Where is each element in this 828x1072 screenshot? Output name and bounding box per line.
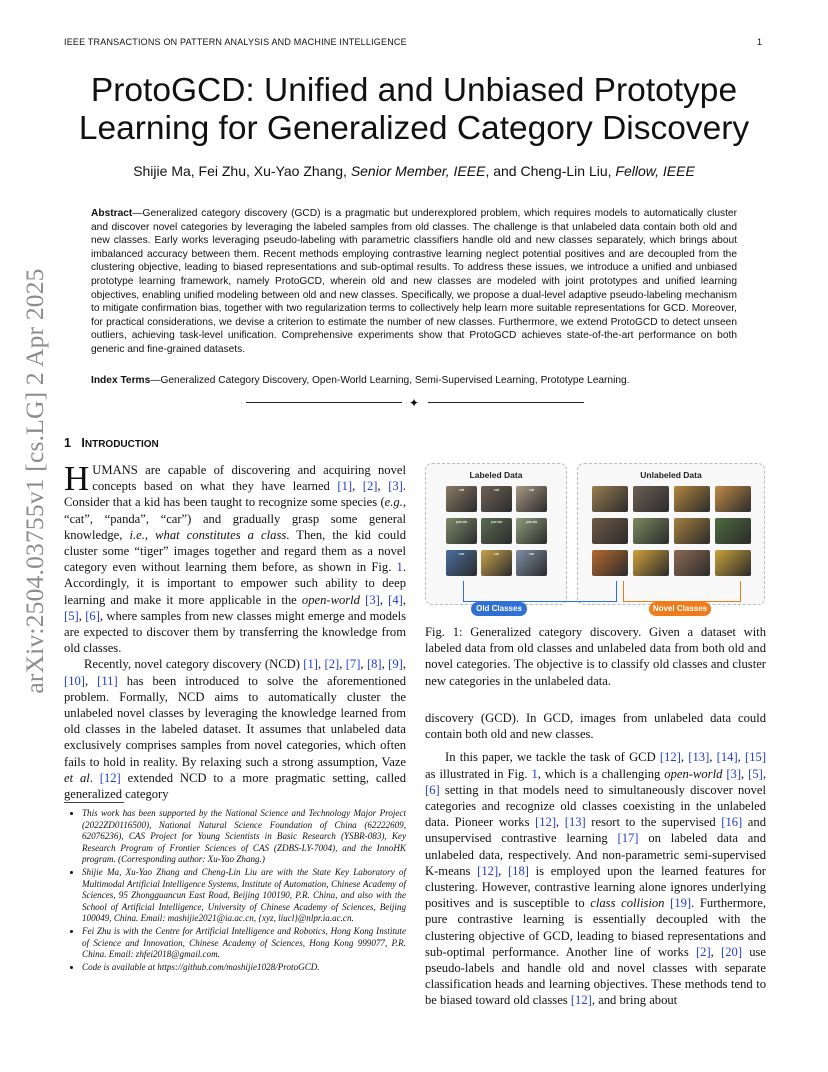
citation-link[interactable]: [17] (617, 831, 639, 846)
text-run: UMANS are capable of discovering and acquiring novel concepts based on what they have learned (92, 463, 406, 494)
labeled-thumbnail (516, 518, 547, 544)
citation-link[interactable]: [2] (362, 479, 378, 494)
figure-link[interactable]: 1 (531, 766, 538, 781)
footnote-item: • Shijie Ma, Xu-Yao Zhang and Cheng-Lin Liu are with the State Key Laboratory of Multimodal Artificial Intelligence Systems, Institute of Automation, Chinese Academy of Sciences, 95 Zhongguancun East Road, Beijing 100190, P.R. China, and also with the School of Artificial Intelligence, University of Chinese Academy of Sciences, Beijing 100049, China. Email: mashijie2021@ia.ac.cn, {xyz, liucl}@nlpr.ia.ac.cn. (82, 867, 406, 925)
page-number: 1 (757, 37, 763, 47)
figure-1 (425, 461, 765, 621)
labeled-thumbnail (481, 518, 512, 544)
unlabeled-thumbnail (592, 518, 628, 544)
thumbnail-label: car (493, 551, 500, 556)
citation-link[interactable]: [6] (85, 608, 100, 623)
separator-ornament-icon: ✦ (409, 396, 420, 410)
citation-link[interactable]: [16] (721, 815, 743, 830)
labeled-thumbnail (446, 486, 477, 512)
citation-link[interactable]: [1] (303, 657, 318, 672)
figure-caption: Fig. 1: Generalized category discovery. Given a dataset with labeled data from old classes and unlabeled data from both old and novel categories. The objective is to classify old classes and cluster new categories in the unlabeled data. (425, 625, 766, 688)
paper-title (60, 72, 768, 148)
text-run: resort to the supervised (585, 815, 722, 830)
labeled-thumbnail (481, 550, 512, 576)
abstract (91, 207, 737, 357)
text-run: as illustrated in Fig. (425, 766, 532, 781)
citation-link[interactable]: [1] (337, 479, 353, 494)
labeled-thumbnail (446, 550, 477, 576)
citation-link[interactable]: [12] (570, 993, 592, 1008)
footnote-rule (64, 802, 124, 803)
citation-link[interactable]: [15] (745, 750, 767, 765)
citation-link[interactable]: [3] (388, 479, 403, 494)
labeled-thumbnail (446, 518, 477, 544)
text-run: , “cat”, “panda”, “car”) and gradually grasp some general knowledge, (64, 495, 406, 542)
citation-link[interactable]: [11] (97, 673, 118, 688)
citation-link[interactable]: [6] (425, 782, 440, 797)
footnote-item: • Code is available at https://github.com/mashijie1028/ProtoGCD. (82, 962, 406, 974)
index-terms-text: —Generalized Category Discovery, Open-World Learning, Semi-Supervised Learning, Prototype Learning. (150, 375, 630, 386)
citation-link[interactable]: [9] (388, 657, 403, 672)
unlabeled-data-title: Unlabeled Data (640, 470, 702, 480)
unlabeled-thumbnail (633, 486, 669, 512)
text-run: . Accordingly, it is important to empower such ability to deep learning and make it more applicable in the (64, 560, 406, 607)
abstract-label: Abstract (91, 208, 133, 219)
text-run: et al (64, 770, 90, 785)
citation-link[interactable]: [10] (64, 673, 85, 688)
text-run: . Consider that a kid has been taught to recognize some species ( (64, 479, 407, 510)
citation-link[interactable]: [2] (695, 944, 711, 959)
journal-header: IEEE TRANSACTIONS ON PATTERN ANALYSIS AND MACHINE INTELLIGENCE (64, 37, 407, 47)
section-separator (246, 396, 584, 410)
text-run: use pseudo-labels and handle old and novel classes with separate classification heads and learning objectives. These methods tend to be biased toward old classes (425, 944, 767, 1008)
drop-cap: H (64, 459, 90, 498)
thumbnail-label: panda (455, 519, 468, 524)
thumbnail-label: panda (525, 519, 538, 524)
thumbnail-label: panda (490, 519, 503, 524)
citation-link[interactable]: [12] (99, 770, 121, 785)
text-run: class collision (590, 896, 665, 911)
footnote-item: • Fei Zhu is with the Centre for Artificial Intelligence and Robotics, Hong Kong Institute of Science and Innovation, Chinese Academy of Sciences, Hong Kong 999077, P.R. China. Email: zhfei2018@gmail.com. (82, 926, 406, 961)
text-run: In this paper, we tackle the task of GCD (445, 750, 660, 765)
citation-link[interactable]: [2] (324, 657, 340, 672)
citation-link[interactable]: [20] (721, 944, 743, 959)
novel-classes-badge: Novel Classes (649, 602, 711, 616)
thumbnail-label: car (528, 551, 535, 556)
separator-line (428, 402, 584, 403)
citation-link[interactable]: [4] (388, 592, 403, 607)
labeled-data-title: Labeled Data (469, 470, 523, 480)
citation-link[interactable]: [13] (688, 750, 710, 765)
text-run: is employed upon the learned features for clustering. However, contrastive learning alone ignores underlying positives and is susceptible to (425, 863, 766, 911)
thumbnail-label: cat (528, 487, 535, 492)
footnotes (64, 808, 406, 974)
text-run: what constitutes a class (155, 527, 287, 542)
unlabeled-thumbnail (715, 518, 751, 544)
text-run: . Furthermore, pure contrastive learning is essentially decoupled with the clustering objective of GCD, leading to biased representations and sub-optimal performance. Another line of works (425, 896, 766, 959)
citation-link[interactable]: [5] (64, 608, 79, 623)
unlabeled-thumbnail (592, 550, 628, 576)
thumbnail-label: cat (458, 487, 465, 492)
intro-paragraph-2: Recently, novel category discovery (NCD) [1], [2], [7], [8], [9], [10], [11] has been introduced to solve the aforementioned problem. Formally, NCD aims to automatically cluster the unlabeled novel classes by leveraging the knowledge learned from old classes in the labeled dataset. It assumes that unlabeled data exclusively comprises samples from novel categories, which often fails to hold in reality. By relaxing such a strong assumption, Vaze et al. [12] extended NCD to a more pragmatic setting, called generalized category (64, 657, 407, 802)
citation-link[interactable]: [18] (507, 863, 529, 878)
intro-paragraph-1: HUMANS are capable of discovering and acquiring novel concepts based on what they have learned [1], [2], [3]. Consider that a kid has been taught to recognize some species (e.g., “cat”, “panda”, “car”) and gradually grasp some general knowledge, i.e., what constitutes a class. Then, the kid could cluster some “tiger” images together and regard them as a novel category even without learning them before, as shown in Fig. 1. Accordingly, it is important to empower such ability to deep learning and make it more applicable in the open-world [3], [4], [5], [6], where samples from new classes might emerge and models are expected to discover them by transferring the knowledge from old classes. (64, 459, 407, 656)
text-run: on labeled data and unlabeled data, respectively. And non-parametric semi-supervised K-means (425, 831, 766, 878)
thumbnail-label: cat (493, 487, 500, 492)
labeled-thumbnail (481, 486, 512, 512)
old-classes-badge: Old Classes (471, 602, 527, 616)
citation-link[interactable]: [7] (345, 657, 361, 672)
text-run: , and bring about (591, 993, 678, 1008)
labeled-thumbnail (516, 486, 547, 512)
unlabeled-thumbnail (674, 518, 710, 544)
citation-link[interactable]: [5] (748, 766, 763, 781)
text-run: . Then, the kid could cluster some “tiger” images together and regard them as a novel category even without learning them before, as shown in Fig. (64, 527, 407, 575)
citation-link[interactable]: [8] (366, 657, 382, 672)
text-run: , which is a challenging (537, 766, 665, 781)
text-run: extended NCD to a more pragmatic setting, called generalized category (64, 770, 406, 802)
unlabeled-thumbnail (674, 486, 710, 512)
section-title-initial: I (81, 436, 85, 450)
citation-link[interactable]: [13] (564, 815, 586, 830)
intro-right-column (425, 710, 766, 1009)
unlabeled-thumbnail (674, 550, 710, 576)
right-paragraph-1: discovery (GCD). In GCD, images from unlabeled data could contain both old and new classes. (425, 711, 766, 742)
labeled-thumbnail (516, 550, 547, 576)
text-run: setting in that models need to simultaneously discover novel categories and recognize old classes coexisting in the unlabeled data. Pioneer works (425, 782, 766, 830)
intro-left-column (64, 459, 407, 802)
unlabeled-thumbnail (633, 550, 669, 576)
abstract-text: —Generalized category discovery (GCD) is a pragmatic but underexplored problem, which requires models to automatically cluster and discover novel categories by leveraging the labeled samples from old classes. The challenge is that unlabeled data contain both old and new classes. Early works leveraging pseudo-labeling with parametric classifiers handle old and new classes separately, which brings about imbalanced accuracy between them. Recent methods employing contrastive learning neglect potential positives and are decoupled from the clustering objective, leading to biased representations and sub-optimal results. To address these issues, we introduce a unified and unbiased prototype learning framework, namely ProtoGCD, wherein old and new classes are modeled with joint prototypes and unified learning objectives, enabling unified modeling between old and new classes. Specifically, we propose a dual-level adaptive pseudo-labeling mechanism to mitigate confirmation bias, together with two regularization terms to collectively help learn more suitable representations for GCD. Moreover, for practical considerations, we devise a criterion to estimate the number of new classes. Furthermore, we extend ProtoGCD to detect unseen outliers, achieving task-level unification. Comprehensive experiments show that ProtoGCD achieves state-of-the-art performance on both generic and fine-grained datasets. (91, 208, 737, 355)
separator-line (246, 402, 402, 403)
right-paragraph-2: In this paper, we tackle the task of GCD [12], [13], [14], [15] as illustrated in Fig. 1, which is a challenging open-world [3], [5], [6] setting in that models need to simultaneously discover novel categories and recognize old classes coexisting in the unlabeled data. Pioneer works [12], [13] resort to the supervised [16] and unsupervised contrastive learning [17] on labeled data and unlabeled data, respectively. And non-parametric semi-supervised K-means [12], [18] is employed upon the learned features for clustering. However, contrastive learning alone ignores underlying positives and is susceptible to class collision [19]. Furthermore, pure contrastive learning is essentially decoupled with the clustering objective of GCD, leading to biased representations and sub-optimal performance. Another line of works [2], [20] use pseudo-labels and handle old and novel classes with separate classification heads and learning objectives. These methods tend to be biased toward old classes [12], and bring about (425, 750, 767, 1008)
section-heading (64, 436, 159, 450)
figure-link[interactable]: 1 (396, 560, 403, 575)
index-terms-label: Index Terms (91, 375, 151, 386)
citation-link[interactable]: [3] (365, 592, 380, 607)
text-run: , where samples from new classes might emerge and models are expected to discover them by transferring the knowledge from old classes. (64, 608, 406, 656)
thumbnail-label: car (458, 551, 465, 556)
text-run: has been introduced to solve the aforementioned problem. Formally, NCD aims to automatically cluster the unlabeled novel classes by leveraging the knowledge learned from old classes in the labeled dataset. It assumes that unlabeled data exclusively comprises samples from novel categories, which often fails to hold in reality. By relaxing such a strong assumption, Vaze (64, 673, 407, 769)
citation-link[interactable]: [12] (659, 750, 681, 765)
old-classes-bracket (463, 581, 617, 602)
author-names: , and Cheng-Lin Liu, (485, 163, 616, 179)
unlabeled-thumbnail (715, 486, 751, 512)
arxiv-identifier: arXiv:2504.03755v1 [cs.LG] 2 Apr 2025 (20, 268, 49, 694)
text-run: e.g. (384, 495, 403, 510)
unlabeled-thumbnail (633, 518, 669, 544)
novel-classes-bracket (623, 581, 741, 602)
text-run: i.e. (129, 527, 145, 542)
author-role: Senior Member, IEEE (350, 163, 486, 179)
author-names: Shijie Ma, Fei Zhu, Xu-Yao Zhang, (133, 163, 351, 179)
text-run: open-world (664, 766, 723, 781)
author-role: Fellow, IEEE (615, 163, 695, 179)
citation-link[interactable]: [19] (670, 896, 692, 911)
title-line-2: Learning for Generalized Category Discovery (78, 110, 750, 147)
unlabeled-thumbnail (592, 486, 628, 512)
citation-link[interactable]: [12] (535, 815, 557, 830)
footnote-item: • This work has been supported by the National Science and Technology Major Project (2022ZD0116500), National Natural Science Foundation of China (62222609, 62076236), CAS Project for Young Scientists in Basic Research (YSBR-083), Key Research Program of Frontier Sciences of CAS (ZDBS-LY-7004), and the InnoHK program. (Corresponding author: Xu-Yao Zhang.) (82, 808, 406, 866)
text-run: and unsupervised contrastive learning (425, 815, 766, 846)
section-title-rest: NTRODUCTION (84, 439, 159, 450)
text-run: open-world (301, 592, 360, 607)
author-list (60, 163, 768, 179)
index-terms (91, 375, 737, 386)
citation-link[interactable]: [12] (477, 863, 499, 878)
text-run: Recently, novel category discovery (NCD) (84, 657, 304, 672)
section-number: 1 (64, 436, 71, 450)
citation-link[interactable]: [14] (716, 750, 738, 765)
unlabeled-thumbnail (715, 550, 751, 576)
title-line-1: ProtoGCD: Unified and Unbiased Prototype (90, 72, 738, 109)
citation-link[interactable]: [3] (726, 766, 742, 781)
